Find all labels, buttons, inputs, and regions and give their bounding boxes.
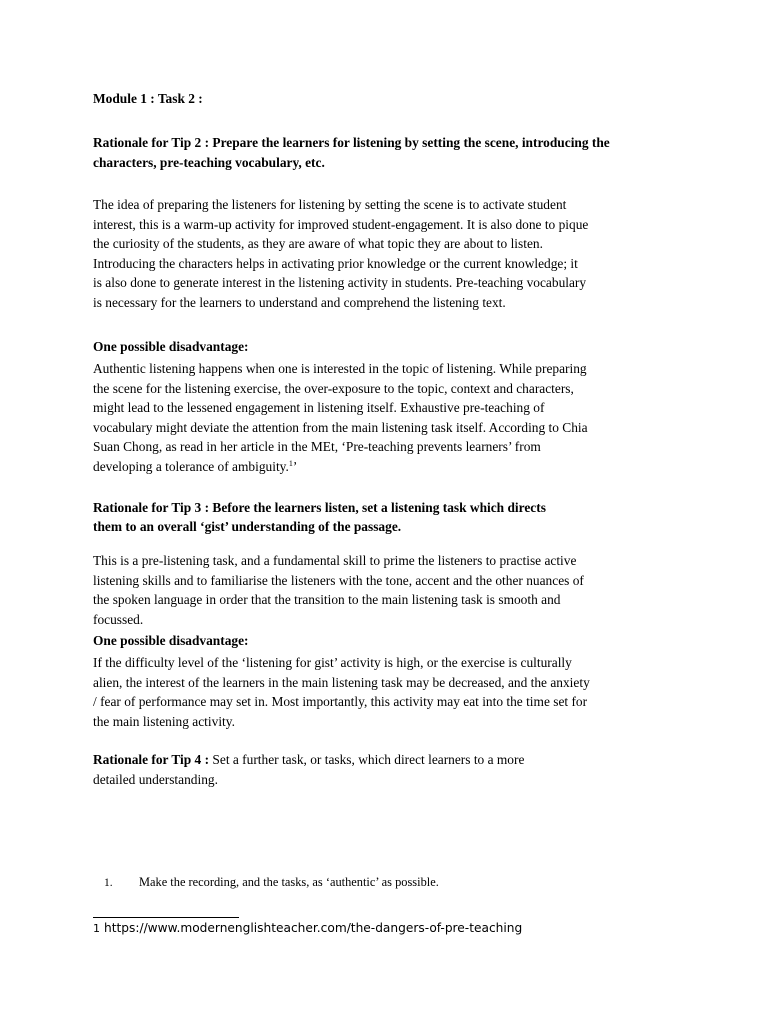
tip2-heading: Rationale for Tip 2 : Prepare the learners for listening by setting the scene, introducing the characters, pre-teaching vocabulary, etc. bbox=[93, 135, 610, 170]
tip3-heading-line: Rationale for Tip 3 : Before the learners listen, set a listening task which directs bbox=[93, 500, 546, 515]
tip2-body-line: is also done to generate interest in the listening activity in students. Pre-teaching vocabulary bbox=[93, 275, 587, 291]
tip3-disadvantage-line: / fear of performance may set in. Most importantly, this activity may eat into the time set for bbox=[93, 694, 588, 710]
tip3-body-line: This is a pre-listening task, and a fundamental skill to prime the listeners to practise active bbox=[93, 553, 577, 568]
tip4-heading-bold: Rationale for Tip 4 : bbox=[93, 752, 210, 767]
footnote-reference[interactable]: 1 bbox=[288, 458, 293, 468]
footnote bbox=[93, 919, 522, 938]
tip3-disadvantage-line: If the difficulty level of the ‘listening for gist’ activity is high, or the exercise is culturally bbox=[93, 655, 572, 670]
tip2-disadvantage-line: Suan Chong, as read in her article in the MEt, ‘Pre-teaching prevents learners’ from bbox=[93, 439, 541, 455]
tip3-disadvantage-line: alien, the interest of the learners in the main listening task may be decreased, and the anxiety bbox=[93, 674, 590, 690]
tip2-disadvantage-last-line bbox=[93, 457, 673, 477]
footnote-number: 1 bbox=[93, 922, 100, 935]
list-item-number: 1. bbox=[104, 877, 113, 889]
closing-quote: ’ bbox=[292, 458, 298, 474]
tip2-body-line: interest, this is a warm-up activity for improved student-engagement. It is also done to pique bbox=[93, 216, 589, 232]
tip4-heading-line2: detailed understanding. bbox=[93, 771, 218, 787]
tip2-body-line: the curiosity of the students, as they are aware of what topic they are about to listen. bbox=[93, 236, 543, 252]
tip2-disadvantage-line: Authentic listening happens when one is interested in the topic of listening. While preparing bbox=[93, 361, 587, 376]
tip3-disadvantage-heading: One possible disadvantage: bbox=[93, 633, 249, 648]
footnote-separator bbox=[93, 917, 239, 918]
footnote-link[interactable]: https://www.modernenglishteacher.com/the-dangers-of-pre-teaching bbox=[104, 921, 523, 935]
tip2-disadvantage-heading: One possible disadvantage: bbox=[93, 339, 249, 354]
tip2-disadvantage-line: might lead to the lessened engagement in listening itself. Exhaustive pre-teaching of bbox=[93, 400, 545, 416]
tip3-body-line: listening skills and to familiarise the listeners with the tone, accent and the other nuances of bbox=[93, 572, 584, 588]
tip4-heading bbox=[93, 750, 673, 789]
module-heading: Module 1 : Task 2 : bbox=[93, 91, 203, 106]
tip3-body bbox=[93, 551, 673, 629]
tip2-disadvantage-line: vocabulary might deviate the attention from the main listening task itself. According to Chia bbox=[93, 419, 588, 435]
tip3-heading-line: them to an overall ‘gist’ understanding of the passage. bbox=[93, 519, 402, 534]
tip2-disadvantage-last-text: developing a tolerance of ambiguity. bbox=[93, 458, 289, 474]
tip4-heading-rest: Set a further task, or tasks, which direct learners to a more bbox=[209, 752, 525, 767]
tip2-disadvantage-line: the scene for the listening exercise, the over-exposure to the topic, context and characters, bbox=[93, 380, 574, 396]
tip3-disadvantage-body bbox=[93, 653, 673, 731]
tip2-body-line: The idea of preparing the listeners for listening by setting the scene is to activate student bbox=[93, 197, 567, 212]
tip4-heading-line1 bbox=[93, 750, 673, 770]
tip3-disadvantage-line: the main listening activity. bbox=[93, 713, 235, 729]
tip2-body-line: Introducing the characters helps in activating prior knowledge or the current knowledge; it bbox=[93, 255, 578, 271]
list-item-text: Make the recording, and the tasks, as ‘authentic’ as possible. bbox=[139, 875, 439, 889]
tip3-heading bbox=[93, 498, 673, 536]
tip3-body-line: the spoken language in order that the transition to the main listening task is smooth and bbox=[93, 592, 561, 608]
tip3-body-line: focussed. bbox=[93, 611, 144, 627]
tip2-disadvantage-body bbox=[93, 359, 673, 477]
list-item bbox=[104, 873, 439, 892]
tip2-body-line: is necessary for the learners to understand and comprehend the listening text. bbox=[93, 294, 506, 310]
tip2-body bbox=[93, 195, 673, 313]
